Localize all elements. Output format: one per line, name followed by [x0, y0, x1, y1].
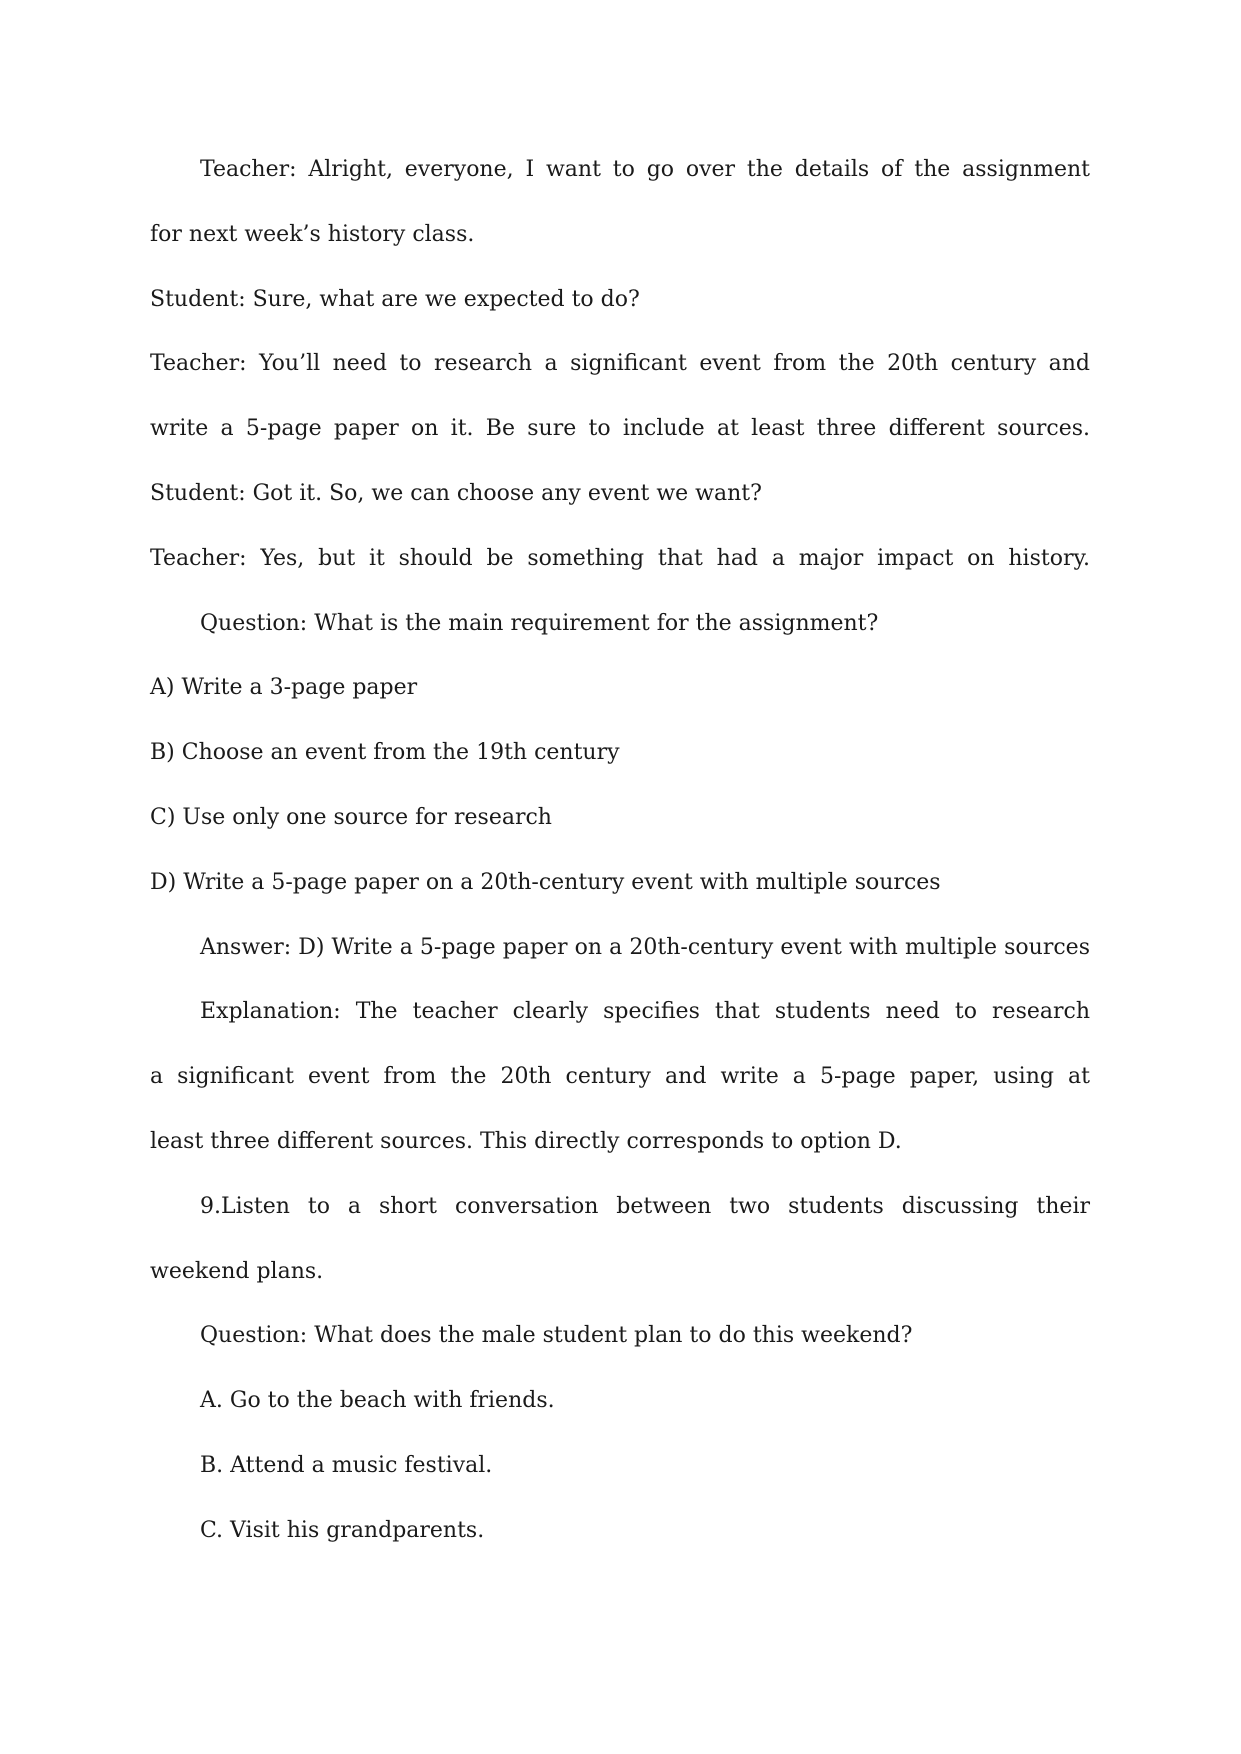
text-line: Student: Got it. So, we can choose any event we want? — [150, 480, 762, 506]
explanation-line: Explanation: The teacher clearly specifies that students need to research — [200, 999, 1090, 1025]
text-line: Teacher: Yes, but it should be something that had a major impact on history. — [150, 545, 1090, 571]
option-line: C) Use only one source for research — [150, 804, 552, 830]
option-line: B. Attend a music festival. — [200, 1452, 493, 1478]
text-line: Teacher: You’ll need to research a significant event from the 20th century and — [150, 351, 1090, 377]
option-line: B) Choose an event from the 19th century — [150, 740, 620, 766]
text-line: Teacher: Alright, everyone, I want to go over the details of the assignment — [200, 157, 1090, 182]
explanation-line: a significant event from the 20th century and write a 5-page paper, using at — [150, 1064, 1090, 1090]
question-intro-line: weekend plans. — [150, 1258, 324, 1284]
text-line: write a 5-page paper on it. Be sure to include at least three different sources. — [150, 416, 1090, 442]
answer-line: Answer: D) Write a 5-page paper on a 20th-century event with multiple sources — [200, 934, 1090, 960]
document-page — [150, 138, 1090, 1564]
option-line: C. Visit his grandparents. — [200, 1517, 485, 1543]
question-intro-line: 9.Listen to a short conversation between two students discussing their — [200, 1193, 1090, 1219]
question-line: Question: What does the male student plan to do this weekend? — [200, 1323, 913, 1349]
text-line: Student: Sure, what are we expected to do? — [150, 286, 640, 312]
option-line: D) Write a 5-page paper on a 20th-century event with multiple sources — [150, 869, 941, 895]
option-line: A. Go to the beach with friends. — [200, 1388, 555, 1414]
question-line: Question: What is the main requirement for the assignment? — [200, 610, 879, 636]
option-line: A) Write a 3-page paper — [150, 675, 418, 701]
text-line: for next week’s history class. — [150, 221, 475, 247]
explanation-line: least three different sources. This directly corresponds to option D. — [150, 1128, 902, 1154]
